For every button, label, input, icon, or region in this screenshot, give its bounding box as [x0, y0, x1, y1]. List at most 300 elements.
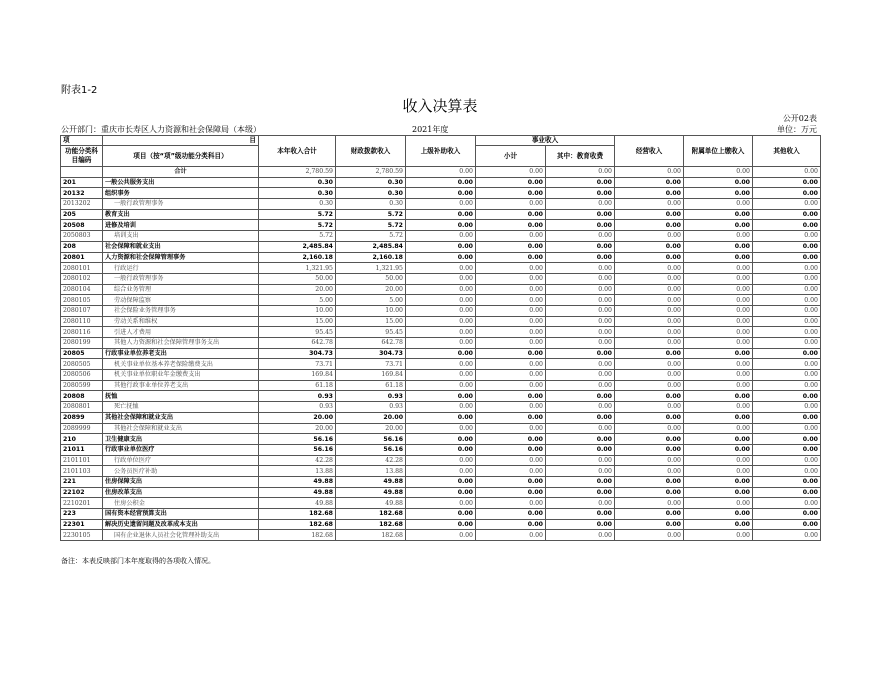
row-value: 0.00	[546, 252, 615, 263]
row-value: 0.30	[336, 177, 406, 188]
row-value: 0.00	[476, 402, 546, 413]
row-value: 2,780.59	[336, 167, 406, 178]
row-code: 2080199	[61, 338, 103, 349]
header-operating: 经营收入	[615, 136, 684, 167]
header-affiliated: 附属单位上缴收入	[684, 136, 753, 167]
row-value: 0.00	[615, 530, 684, 541]
row-value: 0.00	[476, 305, 546, 316]
row-value: 0.00	[546, 391, 615, 402]
row-value: 0.00	[615, 284, 684, 295]
row-value: 0.00	[753, 167, 821, 178]
row-value: 0.00	[615, 273, 684, 284]
row-value: 5.72	[336, 231, 406, 242]
row-value: 42.28	[259, 455, 336, 466]
table-row	[61, 231, 821, 242]
table-row	[61, 487, 821, 498]
row-value: 0.00	[476, 188, 546, 199]
table-row	[61, 455, 821, 466]
row-value: 0.00	[406, 284, 476, 295]
row-value: 0.00	[476, 209, 546, 220]
table-row	[61, 295, 821, 306]
row-value: 0.00	[406, 188, 476, 199]
row-value: 95.45	[336, 327, 406, 338]
row-value: 0.00	[546, 476, 615, 487]
row-value: 0.00	[615, 370, 684, 381]
row-value: 0.00	[753, 380, 821, 391]
row-value: 0.00	[615, 391, 684, 402]
table-row	[61, 338, 821, 349]
row-value: 0.00	[546, 209, 615, 220]
row-value: 0.93	[259, 402, 336, 413]
row-value: 0.00	[406, 177, 476, 188]
row-value: 642.78	[259, 338, 336, 349]
row-code: 210	[61, 434, 103, 445]
row-value: 10.00	[259, 305, 336, 316]
row-code: 2089999	[61, 423, 103, 434]
row-value: 0.00	[684, 498, 753, 509]
row-value: 50.00	[259, 273, 336, 284]
row-value: 0.00	[406, 327, 476, 338]
row-value: 0.00	[753, 348, 821, 359]
row-value: 0.00	[684, 455, 753, 466]
row-value: 0.00	[684, 466, 753, 477]
header-other: 其他收入	[753, 136, 821, 167]
row-value: 0.00	[406, 391, 476, 402]
row-value: 0.00	[476, 273, 546, 284]
row-value: 0.30	[259, 177, 336, 188]
row-name: 劳动关系和维权	[103, 316, 259, 327]
row-value: 0.00	[406, 231, 476, 242]
row-value: 0.00	[753, 338, 821, 349]
header-subtotal: 小计	[476, 146, 546, 167]
table-row	[61, 167, 821, 178]
row-code: 20808	[61, 391, 103, 402]
row-value: 0.00	[753, 402, 821, 413]
table-row	[61, 273, 821, 284]
header-education: 其中：教育收费	[546, 146, 615, 167]
row-value: 0.00	[406, 199, 476, 210]
row-value: 0.00	[476, 444, 546, 455]
row-value: 0.00	[615, 241, 684, 252]
row-name: 引进人才费用	[103, 327, 259, 338]
row-value: 182.68	[259, 509, 336, 520]
row-name: 公务员医疗补助	[103, 466, 259, 477]
row-value: 0.00	[753, 498, 821, 509]
row-name: 行政事业单位医疗	[103, 444, 259, 455]
row-name: 解决历史遗留问题及改革成本支出	[103, 519, 259, 530]
row-value: 304.73	[259, 348, 336, 359]
row-value: 20.00	[336, 412, 406, 423]
row-value: 0.00	[546, 498, 615, 509]
row-value: 0.00	[753, 455, 821, 466]
row-value: 0.00	[684, 316, 753, 327]
header-code: 功能分类科目编码	[61, 146, 103, 167]
row-name: 社会保障和就业支出	[103, 241, 259, 252]
row-value: 0.00	[476, 284, 546, 295]
row-value: 0.00	[546, 466, 615, 477]
row-value: 0.00	[406, 263, 476, 274]
row-value: 0.00	[615, 316, 684, 327]
row-value: 0.00	[476, 231, 546, 242]
row-value: 0.00	[615, 487, 684, 498]
row-value: 0.00	[615, 498, 684, 509]
row-name: 行政单位医疗	[103, 455, 259, 466]
row-value: 182.68	[336, 519, 406, 530]
row-value: 56.16	[336, 434, 406, 445]
row-value: 0.00	[546, 519, 615, 530]
row-name: 组织事务	[103, 188, 259, 199]
row-value: 0.00	[615, 423, 684, 434]
row-value: 0.00	[684, 220, 753, 231]
row-value: 0.00	[615, 348, 684, 359]
row-value: 2,780.59	[259, 167, 336, 178]
row-code: 22102	[61, 487, 103, 498]
row-value: 182.68	[259, 519, 336, 530]
row-value: 0.00	[476, 199, 546, 210]
row-value: 0.00	[684, 295, 753, 306]
row-value: 0.00	[684, 509, 753, 520]
table-row	[61, 199, 821, 210]
row-value: 2,485.84	[259, 241, 336, 252]
row-name: 劳动保障监察	[103, 295, 259, 306]
row-value: 0.00	[476, 519, 546, 530]
row-value: 0.00	[546, 423, 615, 434]
row-value: 0.00	[406, 380, 476, 391]
row-value: 0.00	[753, 327, 821, 338]
row-value: 0.00	[476, 380, 546, 391]
table-row	[61, 444, 821, 455]
row-value: 0.00	[546, 487, 615, 498]
row-value: 0.00	[615, 188, 684, 199]
row-name: 住房公积金	[103, 498, 259, 509]
row-name: 住房改革支出	[103, 487, 259, 498]
row-value: 0.00	[684, 241, 753, 252]
row-value: 0.00	[546, 455, 615, 466]
table-row	[61, 476, 821, 487]
row-value: 0.93	[336, 402, 406, 413]
row-value: 0.00	[476, 316, 546, 327]
row-value: 0.00	[684, 177, 753, 188]
table-body	[61, 167, 821, 541]
row-value: 20.00	[259, 412, 336, 423]
row-name: 一般公共服务支出	[103, 177, 259, 188]
row-value: 1,321.95	[259, 263, 336, 274]
row-value: 49.88	[259, 476, 336, 487]
row-code: 208	[61, 241, 103, 252]
row-value: 15.00	[336, 316, 406, 327]
row-value: 73.71	[336, 359, 406, 370]
header-name: 项目（按“项”级功能分类科目）	[103, 146, 259, 167]
row-value: 0.00	[615, 199, 684, 210]
row-value: 0.00	[546, 177, 615, 188]
row-name: 行政运行	[103, 263, 259, 274]
table-row	[61, 519, 821, 530]
table-row	[61, 434, 821, 445]
row-value: 0.00	[753, 209, 821, 220]
row-name: 一般行政管理事务	[103, 273, 259, 284]
row-value: 0.00	[615, 252, 684, 263]
row-value: 0.00	[684, 199, 753, 210]
row-code: 2080506	[61, 370, 103, 381]
row-value: 0.00	[753, 359, 821, 370]
row-value: 0.00	[546, 305, 615, 316]
row-value: 0.00	[684, 434, 753, 445]
row-value: 0.00	[615, 444, 684, 455]
row-value: 0.00	[406, 252, 476, 263]
row-value: 0.00	[406, 412, 476, 423]
row-value: 0.00	[753, 188, 821, 199]
row-value: 0.00	[753, 391, 821, 402]
row-value: 0.00	[546, 412, 615, 423]
row-value: 0.00	[753, 370, 821, 381]
row-value: 0.00	[406, 434, 476, 445]
row-value: 0.00	[615, 476, 684, 487]
row-value: 0.00	[406, 423, 476, 434]
row-value: 0.00	[684, 188, 753, 199]
row-value: 0.00	[684, 380, 753, 391]
row-value: 0.00	[546, 509, 615, 520]
row-value: 0.00	[615, 412, 684, 423]
row-name: 社会保险业务管理事务	[103, 305, 259, 316]
table-row	[61, 241, 821, 252]
row-value: 20.00	[259, 284, 336, 295]
row-value: 0.00	[476, 487, 546, 498]
row-code: 223	[61, 509, 103, 520]
row-value: 49.88	[259, 498, 336, 509]
row-code: 20899	[61, 412, 103, 423]
row-value: 0.00	[476, 455, 546, 466]
row-value: 0.00	[546, 359, 615, 370]
row-value: 0.00	[476, 177, 546, 188]
row-value: 2,160.18	[259, 252, 336, 263]
row-value: 0.93	[336, 391, 406, 402]
year-label: 2021年度	[412, 125, 449, 134]
row-value: 0.30	[336, 199, 406, 210]
row-value: 0.00	[406, 509, 476, 520]
row-value: 0.00	[753, 295, 821, 306]
row-value: 0.00	[753, 241, 821, 252]
row-value: 0.00	[406, 241, 476, 252]
row-code: 2101103	[61, 466, 103, 477]
row-value: 5.72	[336, 209, 406, 220]
row-value: 42.28	[336, 455, 406, 466]
row-name: 一般行政管理事务	[103, 199, 259, 210]
row-value: 0.00	[615, 519, 684, 530]
row-code: 2080104	[61, 284, 103, 295]
row-value: 0.30	[259, 188, 336, 199]
row-value: 0.00	[476, 167, 546, 178]
row-value: 0.00	[753, 263, 821, 274]
row-name: 卫生健康支出	[103, 434, 259, 445]
row-value: 0.00	[476, 263, 546, 274]
row-value: 0.00	[476, 530, 546, 541]
row-value: 10.00	[336, 305, 406, 316]
row-name: 人力资源和社会保障管理事务	[103, 252, 259, 263]
row-value: 0.00	[615, 509, 684, 520]
row-value: 0.00	[753, 487, 821, 498]
row-value: 0.00	[546, 402, 615, 413]
table-row	[61, 509, 821, 520]
row-code: 2080105	[61, 295, 103, 306]
row-name: 其他社会保障和就业支出	[103, 423, 259, 434]
table-row	[61, 359, 821, 370]
row-value: 73.71	[259, 359, 336, 370]
unit-label: 单位：万元	[777, 125, 817, 134]
row-value: 49.88	[336, 487, 406, 498]
row-value: 0.00	[753, 519, 821, 530]
row-value: 50.00	[336, 273, 406, 284]
row-name: 其他人力资源和社会保障管理事务支出	[103, 338, 259, 349]
row-value: 0.00	[753, 177, 821, 188]
row-value: 0.00	[476, 509, 546, 520]
row-name: 死亡抚恤	[103, 402, 259, 413]
row-value: 20.00	[336, 423, 406, 434]
row-name: 国有企业退休人员社会化管理补助支出	[103, 530, 259, 541]
row-value: 0.00	[753, 412, 821, 423]
row-value: 0.00	[406, 476, 476, 487]
row-name: 综合业务管理	[103, 284, 259, 295]
row-value: 0.00	[406, 530, 476, 541]
row-value: 0.00	[753, 509, 821, 520]
table-row	[61, 412, 821, 423]
row-value: 0.00	[753, 423, 821, 434]
row-value: 0.00	[406, 487, 476, 498]
row-value: 0.00	[684, 338, 753, 349]
row-value: 169.84	[336, 370, 406, 381]
row-name: 其他社会保障和就业支出	[103, 412, 259, 423]
row-value: 0.00	[406, 220, 476, 231]
row-value: 0.00	[684, 391, 753, 402]
row-code: 2080101	[61, 263, 103, 274]
row-value: 0.30	[336, 188, 406, 199]
row-value: 0.00	[546, 370, 615, 381]
row-value: 0.00	[684, 284, 753, 295]
row-value: 0.00	[406, 273, 476, 284]
row-value: 0.00	[406, 295, 476, 306]
row-name: 合计	[103, 167, 259, 178]
row-value: 0.00	[476, 434, 546, 445]
row-value: 0.00	[546, 241, 615, 252]
row-value: 13.88	[259, 466, 336, 477]
table-row	[61, 316, 821, 327]
table-row	[61, 391, 821, 402]
department-label: 公开部门：重庆市长寿区人力资源和社会保障局（本级）	[61, 125, 261, 134]
row-value: 0.00	[476, 338, 546, 349]
row-value: 0.00	[615, 434, 684, 445]
row-value: 0.00	[476, 241, 546, 252]
row-value: 1,321.95	[336, 263, 406, 274]
row-value: 0.00	[546, 434, 615, 445]
row-value: 0.00	[406, 519, 476, 530]
row-value: 0.00	[684, 487, 753, 498]
row-value: 0.00	[753, 530, 821, 541]
row-value: 56.16	[259, 444, 336, 455]
row-value: 0.00	[684, 402, 753, 413]
row-name: 培训支出	[103, 231, 259, 242]
row-name: 其他行政事业单位养老支出	[103, 380, 259, 391]
row-value: 0.00	[406, 209, 476, 220]
row-value: 0.00	[546, 327, 615, 338]
row-code: 2080505	[61, 359, 103, 370]
header-fiscal: 财政拨款收入	[336, 136, 406, 167]
row-value: 0.00	[406, 359, 476, 370]
row-value: 0.00	[406, 466, 476, 477]
table-row	[61, 177, 821, 188]
row-value: 0.00	[406, 316, 476, 327]
row-code: 20805	[61, 348, 103, 359]
income-table	[60, 135, 821, 541]
row-name: 机关事业单位基本养老保险缴费支出	[103, 359, 259, 370]
row-value: 0.00	[753, 476, 821, 487]
row-name: 进修及培训	[103, 220, 259, 231]
row-value: 2,485.84	[336, 241, 406, 252]
row-value: 0.00	[476, 423, 546, 434]
row-code: 2101101	[61, 455, 103, 466]
table-row	[61, 305, 821, 316]
row-value: 0.00	[546, 444, 615, 455]
row-value: 0.00	[476, 252, 546, 263]
row-value: 0.00	[684, 530, 753, 541]
row-value: 0.00	[546, 273, 615, 284]
row-value: 0.00	[546, 220, 615, 231]
row-value: 0.00	[546, 316, 615, 327]
row-value: 0.00	[684, 327, 753, 338]
row-value: 0.00	[615, 231, 684, 242]
row-value: 182.68	[336, 530, 406, 541]
table-row	[61, 209, 821, 220]
row-value: 0.00	[406, 370, 476, 381]
row-value: 2,160.18	[336, 252, 406, 263]
row-code: 21011	[61, 444, 103, 455]
row-value: 0.00	[476, 466, 546, 477]
row-value: 0.00	[406, 402, 476, 413]
row-value: 61.18	[336, 380, 406, 391]
row-value: 0.00	[406, 167, 476, 178]
row-value: 0.00	[615, 167, 684, 178]
row-value: 0.00	[615, 359, 684, 370]
row-value: 5.72	[259, 209, 336, 220]
row-code: 2050803	[61, 231, 103, 242]
row-code: 2080599	[61, 380, 103, 391]
row-value: 0.00	[476, 295, 546, 306]
row-value: 0.00	[615, 455, 684, 466]
row-value: 13.88	[336, 466, 406, 477]
row-code: 20801	[61, 252, 103, 263]
row-value: 0.00	[406, 444, 476, 455]
table-row	[61, 220, 821, 231]
row-value: 182.68	[336, 509, 406, 520]
row-value: 0.00	[753, 434, 821, 445]
row-code: 2080107	[61, 305, 103, 316]
row-value: 0.00	[753, 273, 821, 284]
row-value: 0.00	[406, 338, 476, 349]
row-value: 0.00	[476, 476, 546, 487]
row-value: 0.00	[546, 348, 615, 359]
row-code: 201	[61, 177, 103, 188]
row-value: 0.00	[546, 284, 615, 295]
row-value: 0.00	[546, 199, 615, 210]
row-code: 22301	[61, 519, 103, 530]
table-row	[61, 327, 821, 338]
row-value: 0.00	[476, 359, 546, 370]
row-name: 行政事业单位养老支出	[103, 348, 259, 359]
page-title: 收入决算表	[402, 97, 478, 115]
row-value: 0.00	[615, 402, 684, 413]
row-value: 15.00	[259, 316, 336, 327]
row-value: 0.00	[684, 209, 753, 220]
row-code: 2230105	[61, 530, 103, 541]
table-row	[61, 284, 821, 295]
